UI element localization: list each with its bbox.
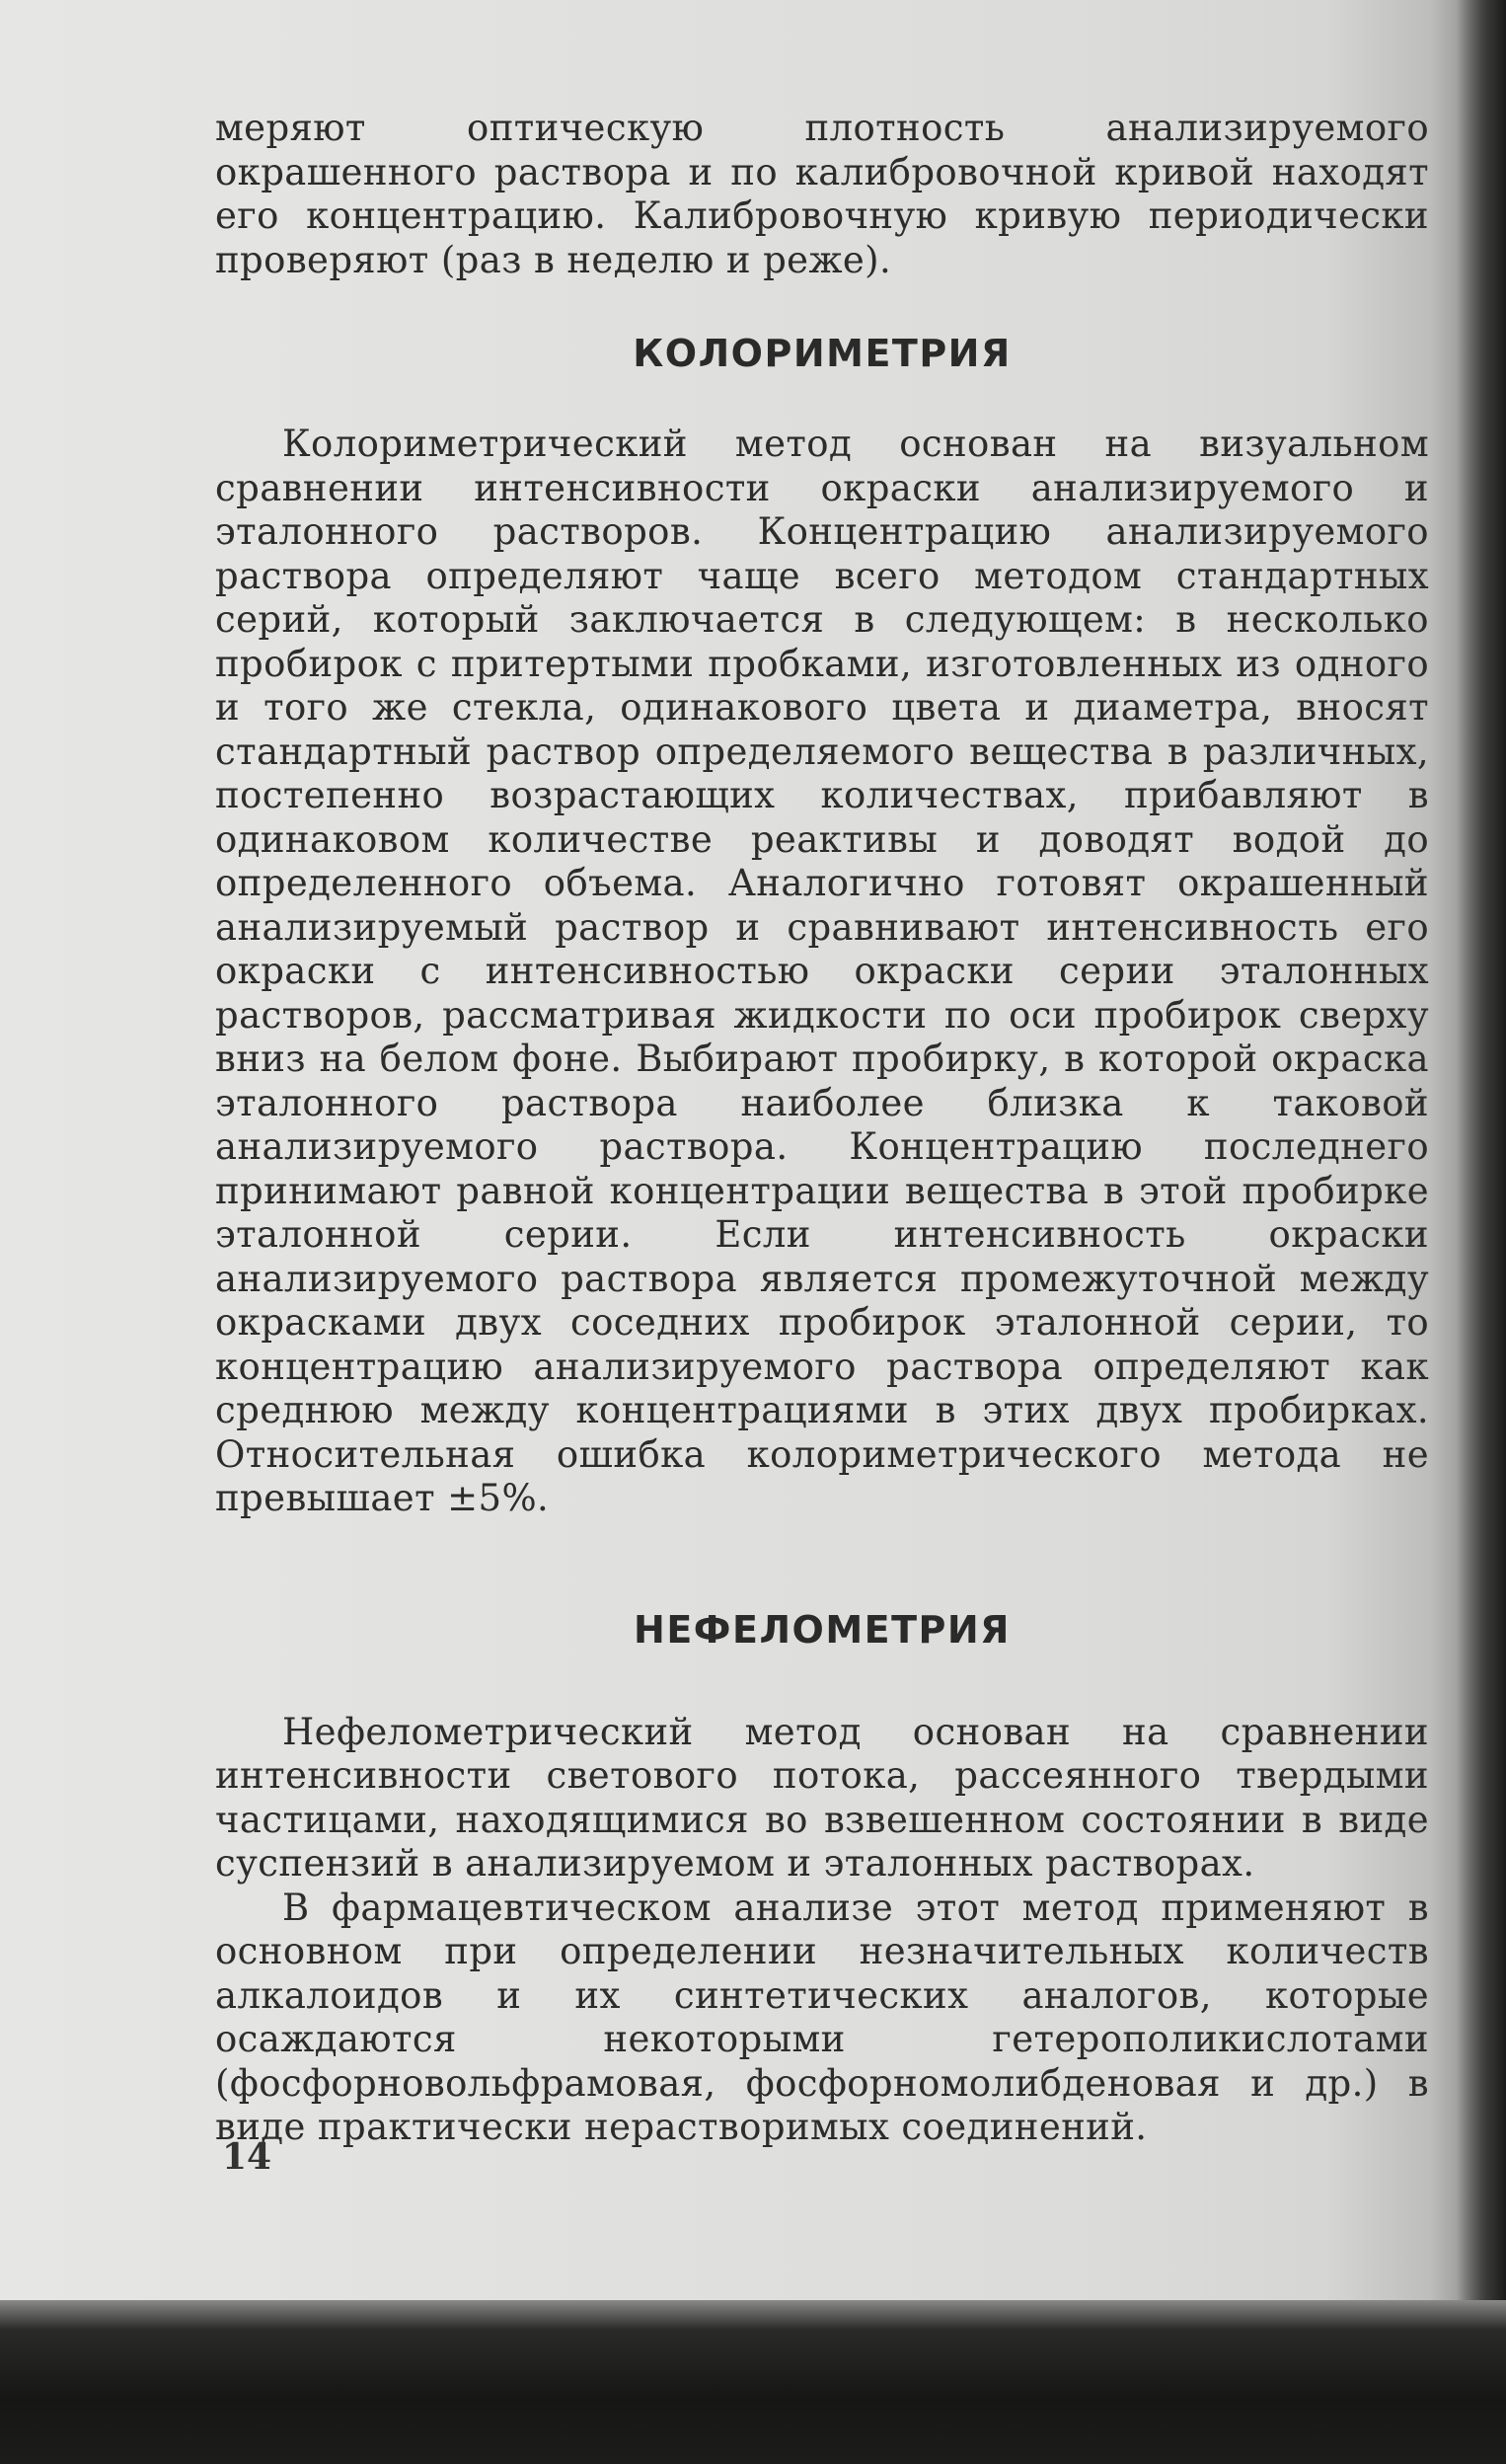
nephelometry-paragraph-2: В фармацевтическом анализе этот метод применяют в основном при определении незначительных количеств алкалоидов и их синтетических аналогов, которые осаждаются некоторыми гетерополикислотами (фосфорновольфрамовая, фосфорномолибденовая и др.) в виде практически нерастворимых соединений. — [215, 1886, 1429, 2148]
nephelometry-paragraph-1: Нефелометрический метод основан на сравнении интенсивности светового потока, рассеянного твердыми частицами, находящимися во взвешенном состоянии в виде суспензий в анализируемом и эталонных растворах. — [215, 1710, 1429, 1885]
heading-nephelometry: НЕФЕЛОМЕТРИЯ — [634, 1607, 1011, 1652]
intro-paragraph: меряют оптическую плотность анализируемого окрашенного раствора и по калибровочной кривой находят его концентрацию. Калибровочную кривую периодически проверяют (раз в неделю и реже). — [215, 107, 1429, 281]
heading-colorimetry: КОЛОРИМЕТРИЯ — [633, 332, 1012, 375]
scan-bottom-edge — [0, 2300, 1506, 2464]
page-body — [215, 107, 1429, 2150]
colorimetry-paragraph: Колориметрический метод основан на визуальном сравнении интенсивности окраски анализируемого и эталонного растворов. Концентрацию анализируемого раствора определяют чаще всего методом стандартных серий, который заключается в следующем: в несколько пробирок с притертыми пробками, изготовленных из одного и того же стекла, одинакового цвета и диаметра, вносят стандартный раствор определяемого вещества в различных, постепенно возрастающих количествах, прибавляют в одинаковом количестве реактивы и доводят водой до определенного объема. Аналогично готовят окрашенный анализируемый раствор и сравнивают интенсивность его окраски с интенсивностью окраски серии эталонных растворов, рассматривая жидкости по оси пробирок сверху вниз на белом фоне. Выбирают пробирку, в которой окраска эталонного раствора наиболее близка к таковой анализируемого раствора. Концентрацию последнего принимают равной концентрации вещества в этой пробирке эталонной серии. Если интенсивность окраски анализируемого раствора является промежуточной между окрасками двух соседних пробирок эталонной серии, то концентрацию анализируемого раствора определяют как среднюю между концентрациями в этих двух пробирках. Относительная ошибка колориметрического метода не превышает ±5%. — [215, 423, 1429, 1519]
page-number: 14 — [222, 2136, 272, 2178]
book-spine-shadow — [1457, 0, 1506, 2464]
